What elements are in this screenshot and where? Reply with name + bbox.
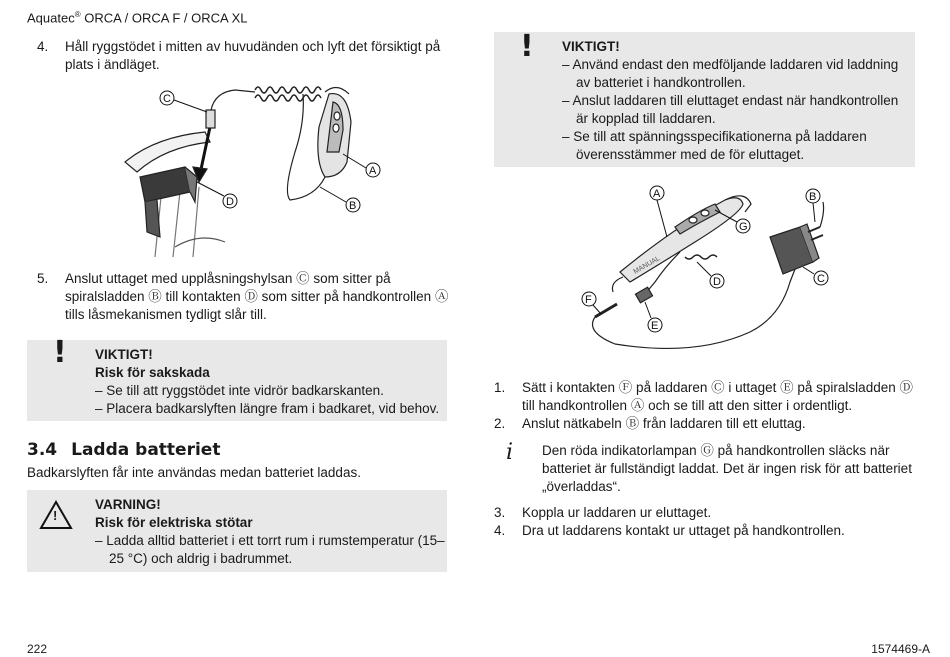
notice-item: – Se till att spänningsspecifikationerna på laddaren överensstämmer med de för eluttaget. (562, 129, 867, 162)
section-number: 3.4 (27, 440, 58, 460)
step-number: 4. (494, 523, 506, 538)
figure2-callout-d: D (713, 276, 721, 288)
figure1-callout-b: B (349, 200, 357, 212)
step-number: 2. (494, 416, 506, 431)
step-4 (27, 38, 452, 74)
step-number: 3. (494, 505, 506, 520)
steps-charge-1-2 (484, 379, 924, 433)
registered-mark: ® (74, 10, 81, 19)
info-icon: i (506, 440, 514, 465)
notice-item: – Ladda alltid batteriet i ett torrt rum i rumstemperatur (15–25 °C) och aldrig i badrummet. (95, 533, 445, 566)
figure-backrest-connection (115, 82, 395, 260)
figure1-callout-a: A (369, 165, 377, 177)
document-number: 1574469-A (871, 642, 930, 656)
figure2-callout-e: E (651, 320, 659, 332)
notice-item: – Se till att ryggstödet inte vidrör badkarskanten. (95, 383, 384, 398)
figure2-callout-a: A (653, 188, 661, 200)
warning-symbol: ! (53, 508, 58, 523)
info-note (494, 442, 919, 496)
steps-charge-3-4 (484, 504, 924, 540)
step-text: Anslut nätkabeln Ⓑ från laddaren till ett eluttag. (522, 416, 806, 431)
notice-subtitle: Risk för sakskada (95, 365, 210, 380)
step-2 (484, 415, 924, 433)
notice-title: VIKTIGT! (562, 39, 620, 54)
step-1 (484, 379, 924, 415)
notice-warning-electric (27, 490, 447, 572)
model-list: ORCA / ORCA F / ORCA XL (80, 10, 248, 26)
notice-important-charger (494, 29, 915, 167)
notice-important-damage (27, 335, 447, 421)
exclamation-icon: ! (520, 29, 534, 64)
step-4 (484, 522, 924, 540)
step-text: Koppla ur laddaren ur eluttaget. (522, 505, 712, 520)
step-text: Sätt i kontakten Ⓕ på laddaren Ⓒ i uttaget Ⓔ på spiralsladden Ⓓ till handkontrollen Ⓐ och se till att den sitter i ordentligt. (522, 380, 913, 413)
figure2-callout-f: F (585, 294, 592, 306)
running-header (27, 6, 247, 27)
section-heading (27, 441, 220, 459)
step-number: 1. (494, 380, 506, 395)
step-number: 5. (37, 271, 49, 286)
figure2-callout-c: C (817, 273, 825, 285)
notice-subtitle: Risk för elektriska stötar (95, 515, 253, 530)
page-number: 222 (27, 642, 48, 656)
step-5 (27, 270, 452, 324)
step-text: Håll ryggstödet i mitten av huvudänden och lyft det försiktigt på plats i ändläget. (65, 39, 441, 72)
notice-item: – Placera badkarslyften längre fram i badkaret, vid behov. (95, 401, 440, 416)
notice-title: VIKTIGT! (95, 347, 153, 362)
figure1-callout-c: C (163, 93, 171, 105)
section-intro: Badkarslyften får inte användas medan batteriet laddas. (27, 465, 361, 480)
exclamation-icon: ! (53, 335, 67, 370)
figure1-callout-d: D (226, 196, 234, 208)
figure-charger-connection (575, 182, 845, 357)
notice-item: – Anslut laddaren till eluttaget endast när handkontrollen är kopplad till laddaren. (562, 93, 899, 126)
device-label: MANUAL (632, 255, 662, 276)
notice-title: VARNING! (95, 497, 161, 512)
figure2-callout-g: G (739, 221, 748, 233)
step-text: Anslut uttaget med upplåsningshylsan Ⓒ som sitter på spiralsladden Ⓑ till kontakten Ⓓ som sitter på handkontrollen Ⓐ tills låsmekanismen tydligt slår till. (65, 271, 449, 322)
step-3 (484, 504, 924, 522)
info-text: Den röda indikatorlampan Ⓖ på handkontrollen släcks när batteriet är fullständigt laddat. Det är ingen risk för att batteriet „överladdas“. (542, 443, 912, 494)
brand: Aquatec (27, 10, 75, 26)
figure2-callout-b: B (809, 191, 817, 203)
notice-item: – Använd endast den medföljande laddaren vid laddning av batteriet i handkontrollen. (562, 57, 899, 90)
step-number: 4. (37, 39, 49, 54)
section-title: Ladda batteriet (71, 440, 221, 460)
step-text: Dra ut laddarens kontakt ur uttaget på handkontrollen. (522, 523, 845, 538)
